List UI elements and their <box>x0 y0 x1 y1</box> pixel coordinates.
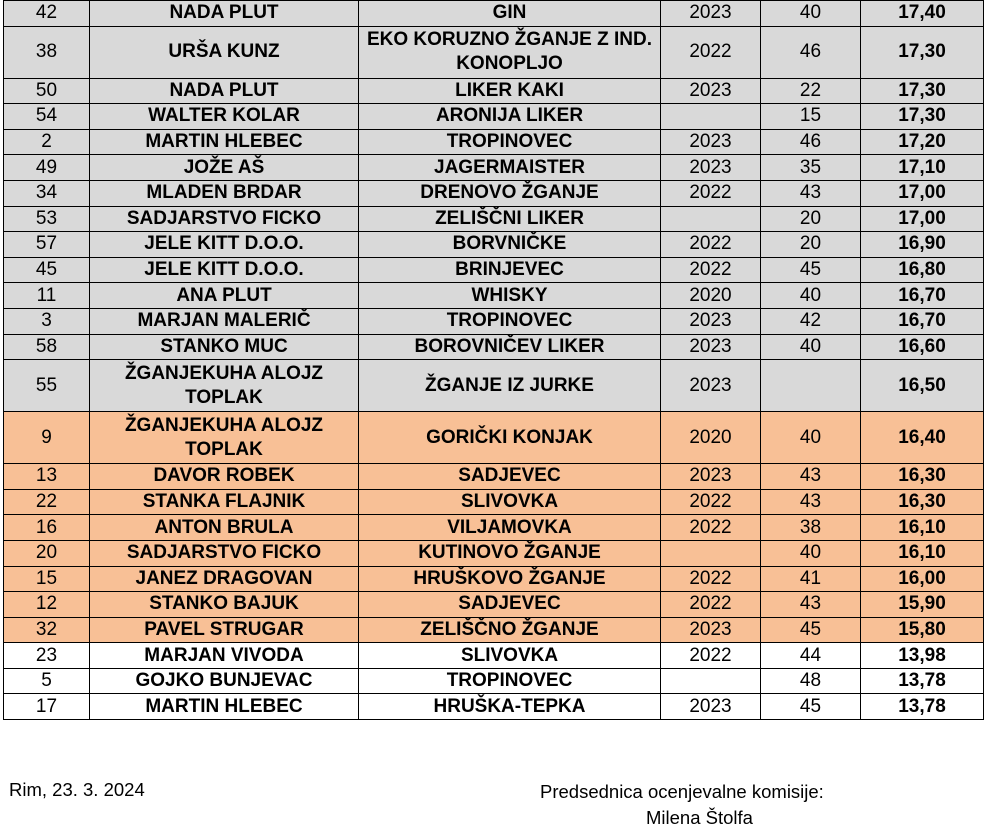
producer-cell: URŠA KUNZ <box>90 26 359 78</box>
product-cell: WHISKY <box>359 283 661 309</box>
table-row <box>4 360 984 412</box>
producer-cell: ŽGANJEKUHA ALOJZ TOPLAK <box>90 412 359 464</box>
score-cell: 15,90 <box>861 592 984 618</box>
table-row <box>4 1 984 27</box>
year-cell: 2022 <box>661 257 761 283</box>
year-cell <box>661 668 761 694</box>
producer-cell: MLADEN BRDAR <box>90 180 359 206</box>
score-cell: 17,30 <box>861 26 984 78</box>
year-cell: 2023 <box>661 694 761 720</box>
producer-cell: NADA PLUT <box>90 1 359 27</box>
score-cell: 13,78 <box>861 668 984 694</box>
entry-number-cell: 57 <box>4 232 90 258</box>
product-cell: TROPINOVEC <box>359 668 661 694</box>
year-cell: 2022 <box>661 515 761 541</box>
signature-name: Milena Štolfa <box>646 807 753 828</box>
producer-cell: GOJKO BUNJEVAC <box>90 668 359 694</box>
table-row <box>4 515 984 541</box>
alcohol-cell: 22 <box>761 78 861 104</box>
alcohol-cell: 15 <box>761 104 861 130</box>
entry-number-cell: 54 <box>4 104 90 130</box>
alcohol-cell: 38 <box>761 515 861 541</box>
producer-cell: WALTER KOLAR <box>90 104 359 130</box>
producer-cell: STANKA FLAJNIK <box>90 489 359 515</box>
year-cell: 2023 <box>661 464 761 490</box>
product-cell: ZELIŠČNI LIKER <box>359 206 661 232</box>
product-cell: GIN <box>359 1 661 27</box>
year-cell: 2023 <box>661 308 761 334</box>
alcohol-cell <box>761 360 861 412</box>
year-cell <box>661 104 761 130</box>
entry-number-cell: 12 <box>4 592 90 618</box>
signature-block <box>540 779 824 831</box>
entry-number-cell: 15 <box>4 566 90 592</box>
score-cell: 17,10 <box>861 155 984 181</box>
entry-number-cell: 20 <box>4 540 90 566</box>
entry-number-cell: 55 <box>4 360 90 412</box>
year-cell: 2022 <box>661 592 761 618</box>
entry-number-cell: 32 <box>4 617 90 643</box>
alcohol-cell: 45 <box>761 257 861 283</box>
alcohol-cell: 45 <box>761 617 861 643</box>
year-cell: 2023 <box>661 617 761 643</box>
entry-number-cell: 2 <box>4 129 90 155</box>
alcohol-cell: 35 <box>761 155 861 181</box>
score-cell: 16,30 <box>861 489 984 515</box>
table-row <box>4 283 984 309</box>
year-cell <box>661 540 761 566</box>
producer-cell: STANKO BAJUK <box>90 592 359 618</box>
product-cell: HRUŠKOVO ŽGANJE <box>359 566 661 592</box>
entry-number-cell: 49 <box>4 155 90 181</box>
producer-cell: MARTIN HLEBEC <box>90 129 359 155</box>
table-row <box>4 129 984 155</box>
alcohol-cell: 46 <box>761 26 861 78</box>
product-cell: SLIVOVKA <box>359 489 661 515</box>
producer-cell: PAVEL STRUGAR <box>90 617 359 643</box>
alcohol-cell: 40 <box>761 412 861 464</box>
score-cell: 16,60 <box>861 334 984 360</box>
entry-number-cell: 50 <box>4 78 90 104</box>
entry-number-cell: 16 <box>4 515 90 541</box>
signature-title: Predsednica ocenjevalne komisije: <box>540 781 824 802</box>
results-body <box>4 1 984 720</box>
producer-cell: STANKO MUC <box>90 334 359 360</box>
entry-number-cell: 53 <box>4 206 90 232</box>
year-cell: 2023 <box>661 334 761 360</box>
year-cell: 2023 <box>661 155 761 181</box>
score-cell: 16,80 <box>861 257 984 283</box>
producer-cell: MARJAN MALERIČ <box>90 308 359 334</box>
alcohol-cell: 43 <box>761 464 861 490</box>
table-row <box>4 412 984 464</box>
score-cell: 17,00 <box>861 206 984 232</box>
product-cell: GORIČKI KONJAK <box>359 412 661 464</box>
alcohol-cell: 40 <box>761 540 861 566</box>
producer-cell: NADA PLUT <box>90 78 359 104</box>
table-row <box>4 104 984 130</box>
product-cell: DRENOVO ŽGANJE <box>359 180 661 206</box>
alcohol-cell: 48 <box>761 668 861 694</box>
producer-cell: ANA PLUT <box>90 283 359 309</box>
table-row <box>4 180 984 206</box>
producer-cell: SADJARSTVO FICKO <box>90 540 359 566</box>
product-cell: BOROVNIČEV LIKER <box>359 334 661 360</box>
product-cell: BRINJEVEC <box>359 257 661 283</box>
alcohol-cell: 44 <box>761 643 861 669</box>
score-cell: 16,70 <box>861 283 984 309</box>
producer-cell: JELE KITT D.O.O. <box>90 257 359 283</box>
table-row <box>4 257 984 283</box>
table-row <box>4 566 984 592</box>
score-cell: 16,40 <box>861 412 984 464</box>
score-cell: 13,78 <box>861 694 984 720</box>
entry-number-cell: 38 <box>4 26 90 78</box>
score-cell: 16,70 <box>861 308 984 334</box>
product-cell: ZELIŠČNO ŽGANJE <box>359 617 661 643</box>
alcohol-cell: 43 <box>761 592 861 618</box>
entry-number-cell: 42 <box>4 1 90 27</box>
score-cell: 17,00 <box>861 180 984 206</box>
table-row <box>4 155 984 181</box>
alcohol-cell: 46 <box>761 129 861 155</box>
table-row <box>4 308 984 334</box>
table-row <box>4 232 984 258</box>
score-cell: 16,50 <box>861 360 984 412</box>
year-cell: 2020 <box>661 412 761 464</box>
results-table <box>3 0 984 720</box>
entry-number-cell: 11 <box>4 283 90 309</box>
product-cell: VILJAMOVKA <box>359 515 661 541</box>
table-row <box>4 694 984 720</box>
alcohol-cell: 40 <box>761 283 861 309</box>
entry-number-cell: 3 <box>4 308 90 334</box>
score-cell: 13,98 <box>861 643 984 669</box>
score-cell: 17,30 <box>861 104 984 130</box>
year-cell: 2022 <box>661 489 761 515</box>
year-cell: 2023 <box>661 360 761 412</box>
product-cell: JAGERMAISTER <box>359 155 661 181</box>
entry-number-cell: 13 <box>4 464 90 490</box>
producer-cell: ANTON BRULA <box>90 515 359 541</box>
entry-number-cell: 5 <box>4 668 90 694</box>
product-cell: SLIVOVKA <box>359 643 661 669</box>
producer-cell: MARTIN HLEBEC <box>90 694 359 720</box>
score-cell: 16,30 <box>861 464 984 490</box>
table-row <box>4 206 984 232</box>
producer-cell: JOŽE AŠ <box>90 155 359 181</box>
product-cell: SADJEVEC <box>359 592 661 618</box>
product-cell: EKO KORUZNO ŽGANJE Z IND. KONOPLJO <box>359 26 661 78</box>
producer-cell: ŽGANJEKUHA ALOJZ TOPLAK <box>90 360 359 412</box>
place-date: Rim, 23. 3. 2024 <box>9 779 145 800</box>
score-cell: 16,10 <box>861 515 984 541</box>
producer-cell: JANEZ DRAGOVAN <box>90 566 359 592</box>
product-cell: ARONIJA LIKER <box>359 104 661 130</box>
year-cell: 2022 <box>661 643 761 669</box>
year-cell: 2022 <box>661 566 761 592</box>
alcohol-cell: 43 <box>761 489 861 515</box>
product-cell: ŽGANJE IZ JURKE <box>359 360 661 412</box>
year-cell: 2022 <box>661 180 761 206</box>
alcohol-cell: 20 <box>761 232 861 258</box>
table-row <box>4 489 984 515</box>
alcohol-cell: 20 <box>761 206 861 232</box>
product-cell: TROPINOVEC <box>359 308 661 334</box>
score-cell: 17,40 <box>861 1 984 27</box>
alcohol-cell: 45 <box>761 694 861 720</box>
product-cell: BORVNIČKE <box>359 232 661 258</box>
entry-number-cell: 23 <box>4 643 90 669</box>
entry-number-cell: 45 <box>4 257 90 283</box>
year-cell: 2022 <box>661 26 761 78</box>
table-row <box>4 334 984 360</box>
score-cell: 17,20 <box>861 129 984 155</box>
producer-cell: JELE KITT D.O.O. <box>90 232 359 258</box>
score-cell: 17,30 <box>861 78 984 104</box>
year-cell: 2022 <box>661 232 761 258</box>
table-row <box>4 26 984 78</box>
table-row <box>4 464 984 490</box>
producer-cell: DAVOR ROBEK <box>90 464 359 490</box>
score-cell: 16,00 <box>861 566 984 592</box>
product-cell: SADJEVEC <box>359 464 661 490</box>
score-cell: 16,10 <box>861 540 984 566</box>
year-cell: 2023 <box>661 1 761 27</box>
entry-number-cell: 34 <box>4 180 90 206</box>
alcohol-cell: 42 <box>761 308 861 334</box>
entry-number-cell: 9 <box>4 412 90 464</box>
producer-cell: MARJAN VIVODA <box>90 643 359 669</box>
table-row <box>4 540 984 566</box>
entry-number-cell: 17 <box>4 694 90 720</box>
entry-number-cell: 58 <box>4 334 90 360</box>
alcohol-cell: 40 <box>761 334 861 360</box>
alcohol-cell: 40 <box>761 1 861 27</box>
product-cell: KUTINOVO ŽGANJE <box>359 540 661 566</box>
year-cell: 2023 <box>661 78 761 104</box>
product-cell: HRUŠKA-TEPKA <box>359 694 661 720</box>
alcohol-cell: 41 <box>761 566 861 592</box>
table-row <box>4 668 984 694</box>
alcohol-cell: 43 <box>761 180 861 206</box>
table-row <box>4 78 984 104</box>
year-cell: 2023 <box>661 129 761 155</box>
table-row <box>4 643 984 669</box>
producer-cell: SADJARSTVO FICKO <box>90 206 359 232</box>
score-cell: 16,90 <box>861 232 984 258</box>
product-cell: LIKER KAKI <box>359 78 661 104</box>
entry-number-cell: 22 <box>4 489 90 515</box>
year-cell <box>661 206 761 232</box>
product-cell: TROPINOVEC <box>359 129 661 155</box>
year-cell: 2020 <box>661 283 761 309</box>
table-row <box>4 617 984 643</box>
score-cell: 15,80 <box>861 617 984 643</box>
table-row <box>4 592 984 618</box>
